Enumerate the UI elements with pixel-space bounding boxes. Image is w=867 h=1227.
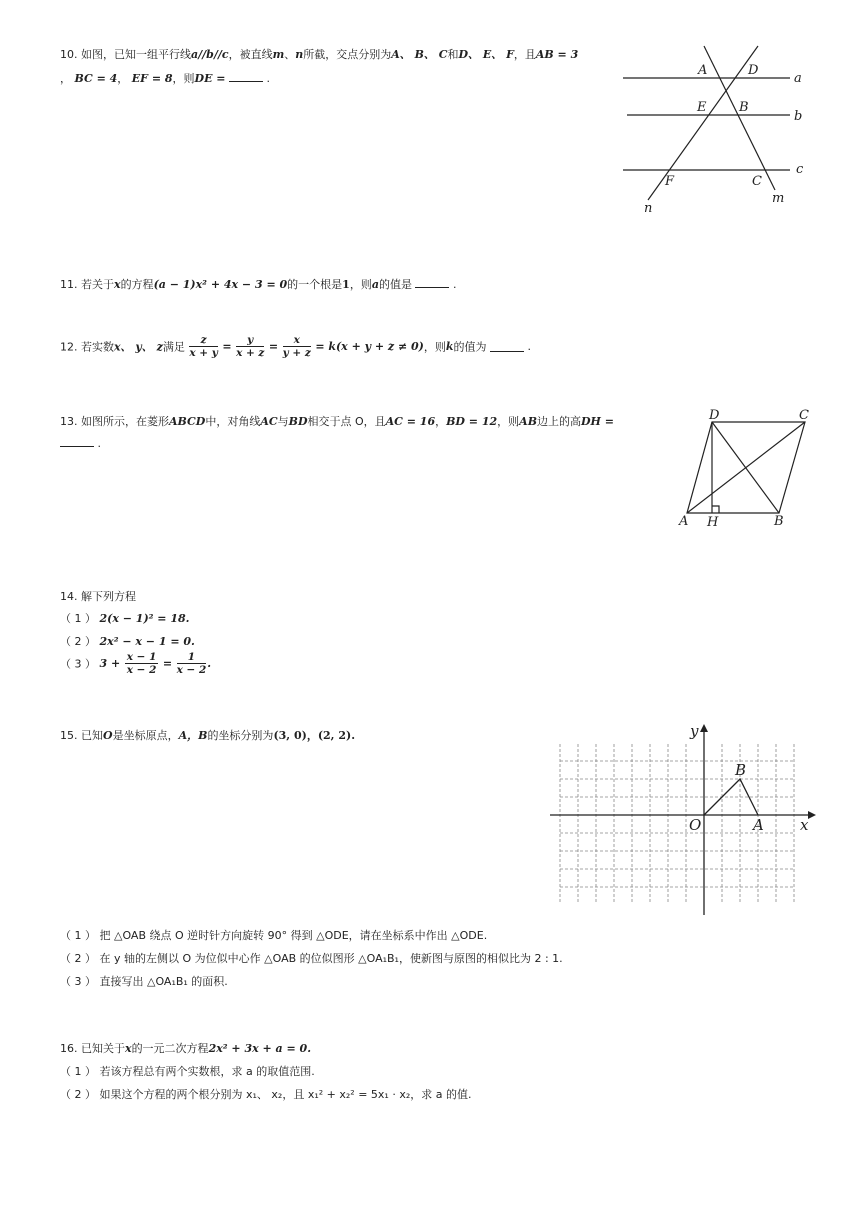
q10-text: 10. 如图，已知一组平行线 (60, 48, 191, 61)
q13-bd-eq: BD = 12 (446, 415, 498, 428)
q12 (60, 334, 531, 359)
q12-text: ，则 (423, 340, 446, 354)
q12-equals: = (268, 340, 279, 353)
label-F: F (665, 174, 675, 189)
label-B: B (735, 761, 747, 779)
q14-item-1 (60, 610, 189, 626)
transversal-m (704, 46, 775, 190)
q13-ac: AC (260, 415, 278, 428)
x-axis-arrow (808, 811, 816, 819)
q15-coords: (3, 0)，(2, 2). (273, 729, 356, 742)
q14-eq3-fraction-1: $\frac{x - 1}{x - 2}$ (126, 651, 157, 676)
q14-eq3-lead: 3 + (99, 657, 121, 670)
label-A: A (679, 514, 689, 529)
q12-fraction-3: $\frac{x}{y + z}$ (282, 334, 311, 359)
label-m: m (772, 191, 785, 206)
q15-ab: A，B (178, 729, 208, 742)
answer-blank[interactable] (229, 72, 263, 82)
q13-line1 (60, 413, 614, 429)
right-angle-mark (712, 506, 719, 513)
q10-points-abc: A、 B、 C (391, 48, 448, 61)
q14-eq3-equals: = (162, 657, 173, 670)
q11-text: 的方程 (120, 278, 154, 291)
item-number: （ 1 ） (60, 612, 96, 625)
q13-text: 13. 如图所示，在菱形 (60, 415, 169, 428)
q11-a: a (371, 278, 379, 291)
label-x: x (800, 816, 809, 834)
q13-text: ，则 (497, 415, 520, 428)
label-a: a (794, 71, 802, 86)
q10-figure (615, 40, 815, 220)
q12-text: 满足 (162, 340, 185, 354)
q13-dh: DH = (581, 415, 614, 428)
q13-text: 与 (277, 415, 289, 428)
q15-text: 的坐标分别为 (207, 729, 274, 742)
q10-line-m: m (272, 48, 285, 61)
label-C: C (799, 408, 809, 423)
q15-item-1 (60, 927, 487, 943)
q11-text: 11. 若关于 (60, 278, 114, 291)
label-b: b (794, 109, 803, 124)
q10-text: ，被直线 (228, 48, 273, 61)
q10-points-def: D、 E、 F (458, 48, 514, 61)
q12-k: k (445, 340, 454, 353)
answer-blank[interactable] (60, 437, 94, 447)
label-B: B (739, 100, 749, 115)
q11 (60, 276, 456, 292)
q10-parallels: a//b//c (191, 48, 229, 61)
q10-text: 、 (284, 48, 296, 61)
label-A: A (698, 63, 708, 78)
q10-text: ，则 (172, 72, 195, 85)
label-E: E (697, 100, 707, 115)
q11-end: . (452, 278, 457, 291)
q16-var: x (125, 1042, 132, 1055)
q11-text: 的一个根是 (287, 278, 343, 291)
label-D: D (709, 408, 720, 423)
q10-ab-eq: AB = 3 (535, 48, 579, 61)
q10-line-n: n (295, 48, 304, 61)
q11-var: x (114, 278, 121, 291)
label-O: O (689, 816, 702, 834)
item-number: （ 3 ） (60, 657, 96, 671)
q13-line2 (60, 437, 101, 450)
q14-item-2 (60, 633, 195, 649)
label-A: A (753, 816, 764, 834)
q15-o: O (103, 729, 113, 742)
label-y: y (690, 722, 699, 740)
q15-item-3 (60, 973, 228, 989)
item-number: （ 1 ） (60, 1065, 96, 1078)
item-number: （ 1 ） (60, 929, 96, 942)
q13-ac-eq: AC = 16 (385, 415, 436, 428)
q12-end: . (527, 340, 531, 353)
q13-bd: BD (288, 415, 308, 428)
q14-item-3 (60, 651, 211, 676)
label-c: c (796, 162, 804, 177)
label-n: n (644, 201, 653, 216)
answer-blank[interactable] (415, 278, 449, 288)
q10-text: ，且 (513, 48, 536, 61)
q13-text: 中，对角线 (205, 415, 261, 428)
q11-text: ，则 (349, 278, 372, 291)
q14-equation-1: 2(x − 1)² = 18. (99, 612, 190, 625)
q14-equation-2: 2x² − x − 1 = 0. (99, 635, 195, 648)
q10-text: ， (60, 72, 71, 85)
q10-text: 和 (447, 48, 459, 61)
y-axis-arrow (700, 724, 708, 732)
q14-eq3-fraction-2: $\frac{1}{x - 2}$ (176, 651, 207, 676)
q14-eq3-end: . (207, 657, 212, 670)
q12-vars: x、 y、 z (114, 340, 163, 354)
q10-line2 (60, 70, 270, 86)
q10-end: . (266, 72, 271, 85)
q15-item-2 (60, 950, 563, 966)
q11-equation: (a − 1)x² + 4x − 3 = 0 (153, 278, 288, 291)
q13-text: 边上的高 (537, 415, 581, 428)
label-H: H (707, 515, 719, 530)
q16-equation: 2x² + 3x + a = 0. (208, 1042, 312, 1055)
q12-text: 的值为 (453, 340, 487, 354)
q13-abcd: ABCD (169, 415, 206, 428)
q16-item-2 (60, 1086, 471, 1102)
q16-text: 的一元二次方程 (131, 1042, 209, 1055)
q10-bc-eq: BC = 4 (74, 72, 118, 85)
q12-fraction-2: $\frac{y}{x + z}$ (236, 334, 265, 359)
q15-item-text: 把 △OAB 绕点 O 逆时针方向旋转 90° 得到 △ODE，请在坐标系中作出 △ODE. (99, 929, 488, 942)
q13-figure (675, 402, 815, 532)
q15-item-text: 在 y 轴的左侧以 O 为位似中心作 △OAB 的位似图形 △OA₁B₁，使新图与原图的相似比为 2 : 1. (99, 952, 563, 965)
q15-coordinate-grid[interactable] (550, 720, 820, 920)
label-D: D (748, 63, 759, 78)
q11-root: 1 (342, 278, 350, 291)
q16-item-text: 若该方程总有两个实数根，求 a 的取值范围. (99, 1065, 315, 1078)
diagonal-bd (712, 422, 779, 513)
q16-item-1 (60, 1063, 315, 1079)
q12-equals: = (222, 340, 232, 353)
q13-ab: AB (519, 415, 537, 428)
q16-text: 16. 已知关于 (60, 1042, 125, 1055)
q12-tail: = k(x + y + z ≠ 0) (315, 340, 424, 353)
q15-text: 是坐标原点， (112, 729, 179, 742)
q10-text: 所截，交点分别为 (303, 48, 392, 61)
q10-de-eq: DE = (194, 72, 226, 85)
q12-fraction-1: $\frac{z}{x + y}$ (189, 334, 218, 359)
q10-ef-eq: EF = 8 (131, 72, 173, 85)
q15-text: 15. 已知 (60, 729, 103, 742)
q15-stem (60, 727, 355, 743)
answer-blank[interactable] (490, 342, 524, 352)
q16-item-text: 如果这个方程的两个根分别为 x₁、 x₂，且 x₁² + x₂² = 5x₁ · x₂，求 a 的值. (99, 1088, 472, 1101)
q10-text: ， (117, 72, 129, 85)
q12-text: 12. 若实数 (60, 340, 114, 354)
q13-end: . (97, 437, 101, 450)
q10-line1 (60, 46, 578, 62)
item-number: （ 3 ） (60, 975, 96, 988)
item-number: （ 2 ） (60, 635, 96, 648)
label-C: C (752, 174, 762, 189)
q13-text: ， (435, 415, 447, 428)
q13-text: 相交于点 O，且 (307, 415, 386, 428)
q15-item-text: 直接写出 △OA₁B₁ 的面积. (99, 975, 228, 988)
item-number: （ 2 ） (60, 952, 96, 965)
label-B: B (774, 514, 784, 529)
q11-text: 的值是 (378, 278, 412, 291)
q16-stem (60, 1040, 311, 1056)
q14-title: 14. 解下列方程 (60, 590, 136, 603)
item-number: （ 2 ） (60, 1088, 96, 1101)
